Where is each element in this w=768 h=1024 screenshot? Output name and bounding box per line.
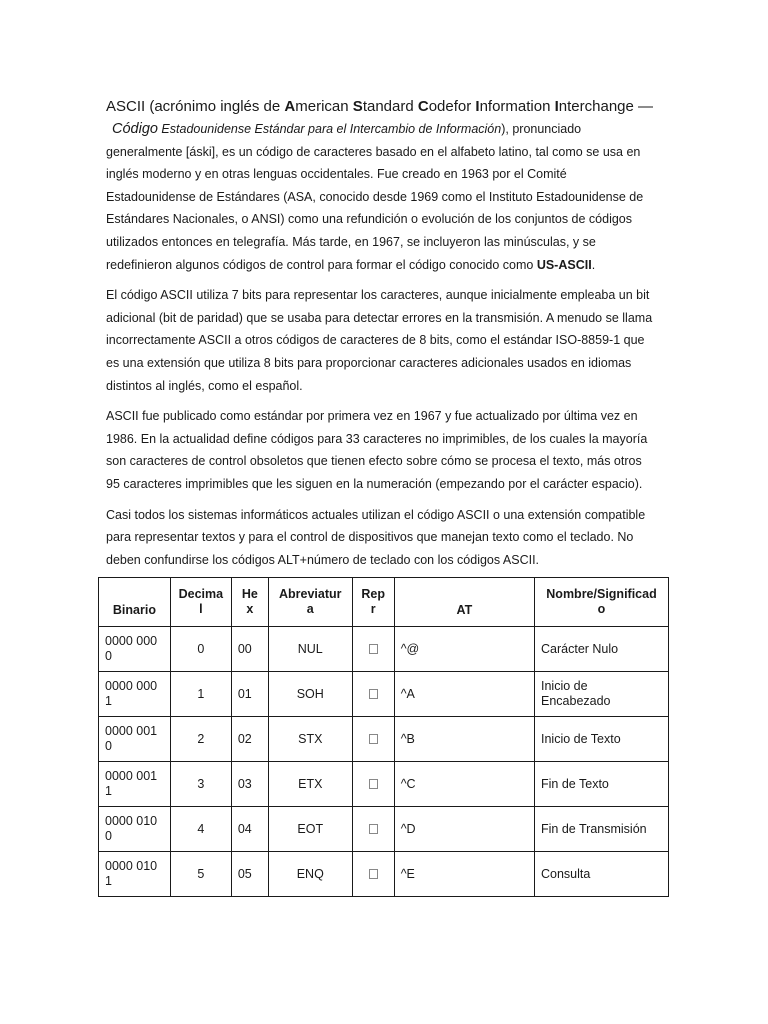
acronym-letter-c: C [417,98,429,115]
header-hex-part2: x [246,602,254,616]
cell-abreviatura: NUL [268,627,352,672]
nombre-part1: Fin de Transmisión [541,821,647,836]
binario-part1: 0000 001 [105,724,158,738]
cell-at: ^B [394,717,534,762]
header-nombre-part1: Nombre/Significad [546,587,657,601]
title-prefix: ASCII (acrónimo inglés de [106,98,285,115]
paragraph-2 [106,284,666,397]
header-hex [231,578,268,627]
missing-glyph-icon [369,824,378,834]
paragraph-2-line: incorrectamente ASCII a otros códigos de caracteres de 8 bits, como el estándar ISO-8859-1 que [106,333,645,348]
paragraph-3-line: son caracteres de control obsoletos que tienen efecto sobre cómo se procesa el texto, más otros [106,454,642,469]
nombre-part1: Inicio de [541,679,588,693]
cell-hex: 03 [231,762,268,807]
codigo-word: Código [112,121,158,137]
cell-nombre [535,762,669,807]
cell-nombre [535,807,669,852]
us-ascii-term: US-ASCII [536,257,592,272]
acronym-letter-s: S [352,98,363,115]
intro-title-line [106,96,666,118]
cell-at: ^D [394,807,534,852]
acronym-word-nformation: nformation [479,98,555,115]
cell-repr [352,627,394,672]
paragraph-2-line: El código ASCII utiliza 7 bits para representar los caracteres, aunque inicialmente empleaba un bit [106,288,650,303]
header-decimal-part1: Decima [178,587,224,601]
cell-decimal: 0 [170,627,231,672]
header-repr-part2: r [370,602,376,616]
nombre-part1: Consulta [541,866,591,881]
header-binario: Binario [99,578,171,627]
cell-decimal: 4 [170,807,231,852]
cell-decimal: 1 [170,672,231,717]
cell-nombre [535,672,669,717]
missing-glyph-icon [369,779,378,789]
table-row [99,627,669,672]
cell-at: ^@ [394,627,534,672]
paragraph-4-line: deben confundirse los códigos ALT+número de teclado con los códigos ASCII. [106,552,540,567]
nombre-part2: Encabezado [541,694,611,708]
spanish-name: Estadounidense Estándar para el Intercambio de Información [157,122,502,136]
intro-line-7 [106,254,666,277]
paragraph-3-line: 95 caracteres imprimibles que les siguen en la numeración (empezando por el carácter espacio). [106,476,643,491]
acronym-letter-a: A [284,98,296,115]
binario-part2: 0 [105,739,112,753]
paragraph-2-line: adicional (bit de paridad) que se usaba para detectar errores en la transmisión. A menudo se llama [106,310,653,325]
binario-part2: 1 [105,874,112,888]
binario-part2: 0 [105,649,112,663]
table-row [99,672,669,717]
cell-binario [99,807,171,852]
cell-hex: 05 [231,852,268,897]
missing-glyph-icon [369,869,378,879]
header-hex-part1: He [241,587,258,601]
paragraph-4-line: para representar textos y para el control de dispositivos que manejan texto como el teclado. No [106,530,634,545]
after-name: ), pronunciado [501,122,582,136]
missing-glyph-icon [369,644,378,654]
paragraph-3-line: ASCII fue publicado como estándar por primera vez en 1967 y fue actualizado por última vez en [106,409,638,424]
cell-nombre [535,717,669,762]
cell-abreviatura: STX [268,717,352,762]
nombre-part1: Fin de Texto [541,776,609,791]
intro-line-6: utilizados entonces en telegrafía. Más tarde, en 1967, se incluyeron las minúsculas, y se [106,234,596,249]
acronym-letter-i1: I [475,98,480,115]
acronym-word-merican: merican [295,98,353,115]
intro-line-4: Estadounidense de Estándares (ASA, conocido desde 1969 como el Instituto Estadounidense de [106,189,644,204]
paragraph-3 [106,405,666,495]
cell-nombre [535,852,669,897]
cell-hex: 00 [231,627,268,672]
header-abrev-part1: Abreviatur [279,587,342,601]
paragraph-3-line: 1986. En la actualidad define códigos para 33 caracteres no imprimibles, de los cuales la mayoría [106,431,648,446]
table-row [99,762,669,807]
line7-suffix: . [591,257,596,272]
intro-line-1 [106,118,666,141]
cell-hex: 02 [231,717,268,762]
binario-part2: 0 [105,829,112,843]
header-abrev-part2: a [306,602,314,616]
binario-part2: 1 [105,784,112,798]
paragraph-4-line: Casi todos los sistemas informáticos actuales utilizan el código ASCII o una extensión compatible [106,507,646,522]
cell-decimal: 5 [170,852,231,897]
paragraph-4 [106,504,666,572]
binario-part1: 0000 010 [105,859,158,873]
acronym-word-odefor: odefor [428,98,476,115]
cell-binario [99,717,171,762]
header-decimal [170,578,231,627]
intro-line-5: Estándares Nacionales, o ANSI) como una refundición o evolución de los conjuntos de códigos [106,212,633,227]
cell-at: ^C [394,762,534,807]
table-row [99,852,669,897]
acronym-word-nterchange: nterchange — [558,98,654,115]
binario-part1: 0000 010 [105,814,158,828]
cell-abreviatura: ENQ [268,852,352,897]
table-row [99,807,669,852]
cell-hex: 04 [231,807,268,852]
binario-part1: 0000 001 [105,769,158,783]
intro-line-2: generalmente [áski], es un código de caracteres basado en el alfabeto latino, tal como se usa en [106,144,641,159]
missing-glyph-icon [369,734,378,744]
intro-line-3: inglés moderno y en otras lenguas occidentales. Fue creado en 1963 por el Comité [106,167,567,182]
binario-part1: 0000 000 [105,679,158,693]
acronym-letter-i2: I [554,98,559,115]
cell-at: ^E [394,852,534,897]
table-header-row [99,578,669,627]
ascii-table [98,577,669,897]
cell-binario [99,672,171,717]
cell-abreviatura: ETX [268,762,352,807]
table-row [99,717,669,762]
header-nombre-part2: o [597,602,606,616]
document-body [106,96,666,571]
header-at: AT [394,578,534,627]
cell-repr [352,672,394,717]
cell-repr [352,717,394,762]
cell-repr [352,807,394,852]
header-nombre [535,578,669,627]
paragraph-2-line: distintos al inglés, como el español. [106,378,303,393]
cell-binario [99,762,171,807]
cell-repr [352,852,394,897]
header-abreviatura [268,578,352,627]
cell-hex: 01 [231,672,268,717]
cell-abreviatura: SOH [268,672,352,717]
missing-glyph-icon [369,689,378,699]
cell-decimal: 2 [170,717,231,762]
cell-at: ^A [394,672,534,717]
nombre-part1: Inicio de Texto [541,731,621,746]
header-repr [352,578,394,627]
cell-repr [352,762,394,807]
cell-decimal: 3 [170,762,231,807]
header-decimal-part2: l [199,602,203,616]
cell-nombre [535,627,669,672]
paragraph-2-line: es una extensión que utiliza 8 bits para proporcionar caracteres adicionales usados en idiomas [106,355,632,370]
line7-prefix: redefinieron algunos códigos de control para formar el código conocido como [106,257,537,272]
acronym-word-tandard: tandard [362,98,418,115]
cell-abreviatura: EOT [268,807,352,852]
cell-binario [99,627,171,672]
nombre-part1: Carácter Nulo [541,641,619,656]
header-repr-part1: Rep [361,587,386,601]
binario-part2: 1 [105,694,112,708]
cell-binario [99,852,171,897]
binario-part1: 0000 000 [105,634,158,648]
